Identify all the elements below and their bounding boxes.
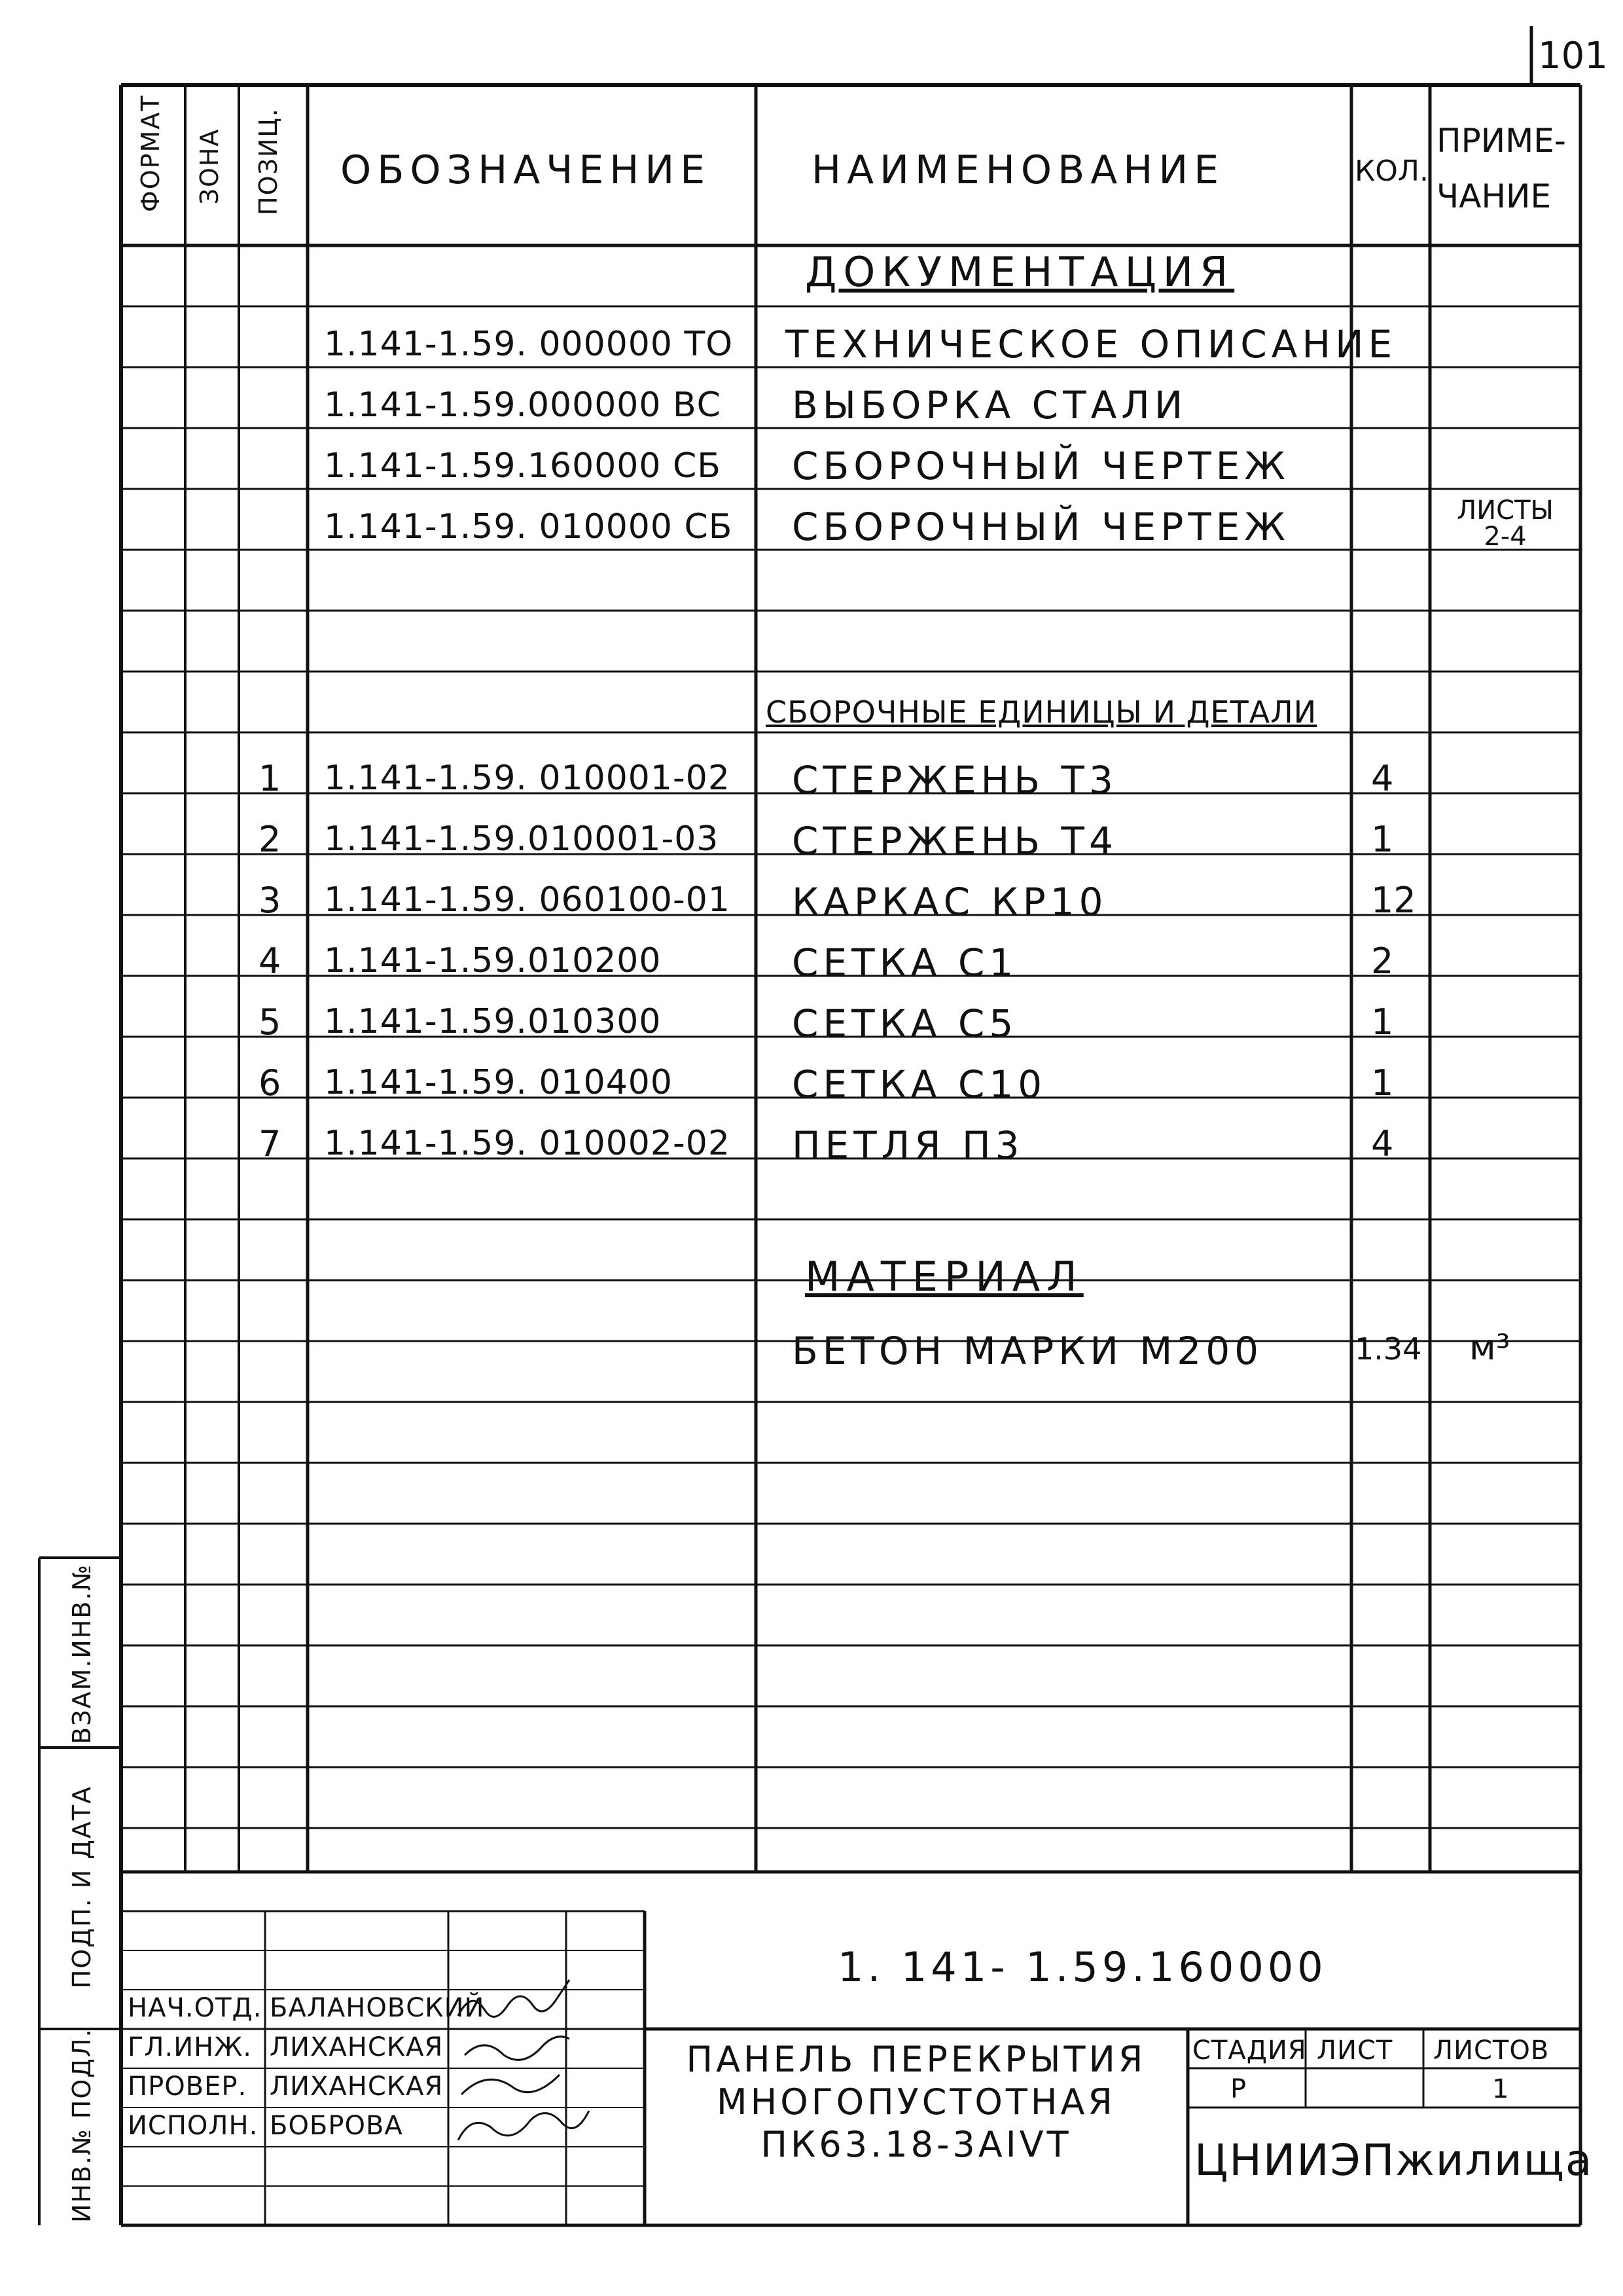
- staff-name: БОБРОВА: [270, 2111, 403, 2141]
- document-name: СБОРОЧНЫЙ ЧЕРТЕЖ: [792, 444, 1290, 488]
- header-designation: ОБОЗНАЧЕНИЕ: [340, 147, 711, 193]
- staff-role: НАЧ.ОТД.: [128, 1993, 262, 2023]
- staff-role: ПРОВЕР.: [128, 2072, 247, 2102]
- document-code: 1.141-1.59.000000 ВС: [324, 386, 721, 425]
- item-position: 6: [259, 1062, 281, 1103]
- title-block-doc-code: 1. 141- 1.59.160000: [838, 1943, 1327, 1991]
- item-position: 5: [259, 1001, 281, 1043]
- title-line-1: ПАНЕЛЬ ПЕРЕКРЫТИЯ: [686, 2039, 1147, 2080]
- document-code: 1.141-1.59.160000 СБ: [324, 446, 721, 486]
- staff-role: ИСПОЛН.: [128, 2111, 259, 2141]
- side-label-inv-orig: ИНВ.№ ПОДЛ.: [67, 2028, 96, 2223]
- item-quantity: 1: [1371, 1062, 1394, 1103]
- document-name: ВЫБОРКА СТАЛИ: [792, 383, 1188, 427]
- item-name: СТЕРЖЕНЬ Т4: [792, 819, 1118, 863]
- item-name: СЕТКА С1: [792, 941, 1018, 985]
- item-code: 1.141-1.59. 010400: [324, 1063, 673, 1102]
- document-code: 1.141-1.59. 000000 ТО: [324, 325, 734, 364]
- item-quantity: 12: [1371, 880, 1416, 921]
- organization-name: ЦНИИЭПжилища: [1194, 2135, 1594, 2185]
- item-name: СЕТКА С10: [792, 1062, 1047, 1107]
- title-line-3: ПК63.18-3АIVТ: [760, 2124, 1072, 2165]
- item-position: 1: [259, 758, 281, 799]
- side-label-replace-inv: ВЗАМ.ИНВ.№: [67, 1564, 96, 1744]
- section-documentation: ДОКУМЕНТАЦИЯ: [805, 248, 1235, 296]
- document-name: СБОРОЧНЫЙ ЧЕРТЕЖ: [792, 505, 1290, 549]
- item-name: ПЕТЛЯ П3: [792, 1123, 1024, 1168]
- header-note-line1: ПРИМЕ-: [1436, 122, 1566, 160]
- item-position: 4: [259, 941, 281, 982]
- document-code: 1.141-1.59. 010000 СБ: [324, 507, 733, 547]
- item-name: КАРКАС КР10: [792, 880, 1108, 924]
- item-position: 3: [259, 880, 281, 921]
- item-name: СЕТКА С5: [792, 1001, 1018, 1046]
- header-quantity: КОЛ.: [1355, 154, 1429, 188]
- header-note-line2: ЧАНИЕ: [1436, 177, 1552, 215]
- sheets-value: 1: [1492, 2074, 1510, 2104]
- staff-role: ГЛ.ИНЖ.: [128, 2032, 252, 2062]
- side-label-sign-date: ПОДП. И ДАТА: [67, 1785, 96, 1989]
- item-quantity: 4: [1371, 1123, 1394, 1164]
- stage-label: СТАДИЯ: [1192, 2036, 1307, 2066]
- staff-name: БАЛАНОВСКИЙ: [270, 1993, 485, 2023]
- item-quantity: 2: [1371, 941, 1394, 982]
- item-name: СТЕРЖЕНЬ Т3: [792, 758, 1118, 802]
- item-code: 1.141-1.59. 010001-02: [324, 759, 730, 798]
- item-code: 1.141-1.59. 010002-02: [324, 1124, 730, 1163]
- item-position: 7: [259, 1123, 281, 1164]
- header-name: НАИМЕНОВАНИЕ: [812, 147, 1225, 193]
- staff-name: ЛИХАНСКАЯ: [270, 2072, 444, 2102]
- section-assemblies: СБОРОЧНЫЕ ЕДИНИЦЫ И ДЕТАЛИ: [766, 694, 1317, 730]
- sheet-label: ЛИСТ: [1317, 2036, 1393, 2066]
- item-quantity: 1: [1371, 1001, 1394, 1043]
- header-format: ФОРМАТ: [136, 94, 165, 212]
- item-position: 2: [259, 819, 281, 860]
- item-quantity: 1: [1371, 819, 1394, 860]
- document-name: ТЕХНИЧЕСКОЕ ОПИСАНИЕ: [785, 322, 1397, 367]
- document-note-line1: ЛИСТЫ: [1457, 495, 1554, 526]
- item-code: 1.141-1.59.010300: [324, 1002, 662, 1041]
- item-code: 1.141-1.59.010001-03: [324, 819, 719, 859]
- item-code: 1.141-1.59. 060100-01: [324, 880, 730, 920]
- document-note-line2: 2-4: [1484, 522, 1527, 552]
- header-zone: ЗОНА: [195, 128, 224, 205]
- material-unit: м³: [1469, 1327, 1510, 1368]
- sheets-label: ЛИСТОВ: [1433, 2036, 1550, 2066]
- material-name: БЕТОН МАРКИ М200: [792, 1329, 1264, 1373]
- staff-name: ЛИХАНСКАЯ: [270, 2032, 444, 2062]
- title-line-2: МНОГОПУСТОТНАЯ: [717, 2081, 1116, 2123]
- page-number: 101: [1538, 35, 1608, 77]
- stage-value: Р: [1230, 2074, 1247, 2104]
- item-quantity: 4: [1371, 758, 1394, 799]
- material-quantity: 1.34: [1355, 1331, 1422, 1367]
- header-position: ПОЗИЦ.: [254, 107, 283, 215]
- item-code: 1.141-1.59.010200: [324, 941, 662, 980]
- section-material: МАТЕРИАЛ: [805, 1253, 1084, 1300]
